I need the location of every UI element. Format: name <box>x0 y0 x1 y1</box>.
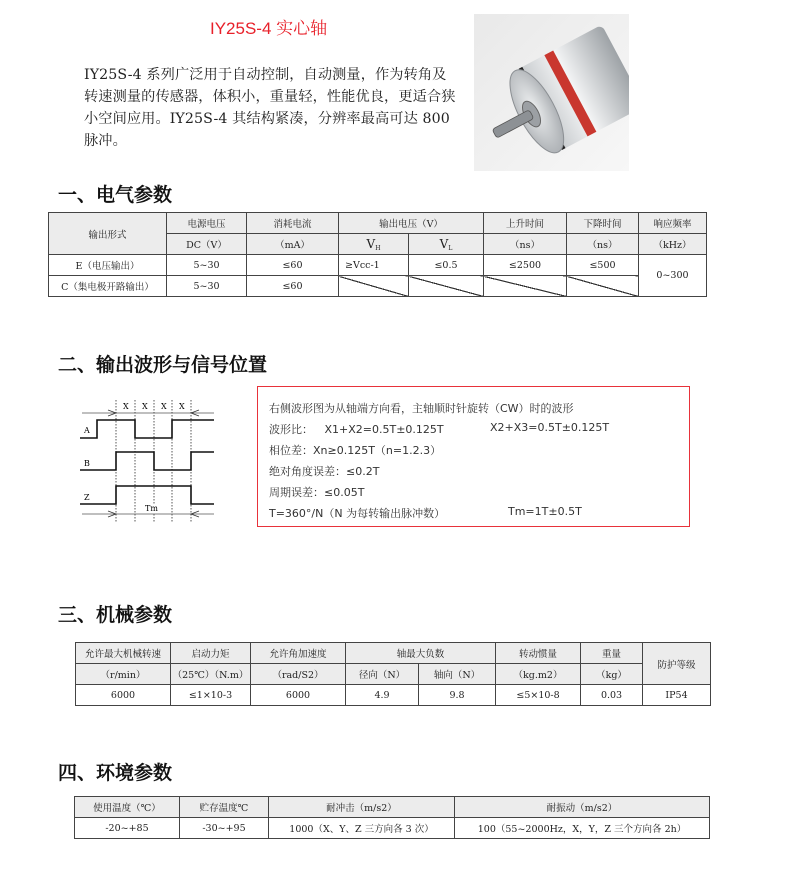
cell-type: C（集电极开路输出） <box>49 276 167 297</box>
header-output-type: 输出形式 <box>49 213 167 255</box>
vl-label: V <box>439 236 449 251</box>
cell-vl: ≤0.5 <box>409 255 484 276</box>
x-label-1: X <box>123 402 129 411</box>
cell-type: E（电压输出） <box>49 255 167 276</box>
cell-current: ≤60 <box>247 276 339 297</box>
cell-axial: 9.8 <box>419 685 496 706</box>
cell-vh: ≥Vcc-1 <box>339 255 409 276</box>
cell-freq: 0~300 <box>639 255 707 297</box>
header-weight-unit: （kg） <box>581 664 643 685</box>
header-rise-time: 上升时间 <box>484 213 567 234</box>
header-op-temp: 使用温度（℃） <box>75 797 180 818</box>
header-inertia: 转动惯量 <box>496 643 581 664</box>
section-heading-waveform: 二、输出波形与信号位置 <box>58 354 268 376</box>
tm-label: Tm <box>145 504 158 513</box>
cell-vibration: 100（55~2000Hz，X，Y，Z 三个方向各 2h） <box>455 818 710 839</box>
section-heading-mechanical: 三、机械参数 <box>58 604 173 626</box>
cell-accel: 6000 <box>251 685 346 706</box>
signal-label-a: A <box>84 426 90 435</box>
header-supply-voltage: 电源电压 <box>167 213 247 234</box>
environment-params-table <box>74 796 710 839</box>
cell-vl-na <box>409 276 484 297</box>
header-torque: 启动力矩 <box>171 643 251 664</box>
header-vibration: 耐振动（m/s2） <box>455 797 710 818</box>
header-weight: 重量 <box>581 643 643 664</box>
header-accel: 允许角加速度 <box>251 643 346 664</box>
header-axial: 轴向（N） <box>419 664 496 685</box>
cell-voltage: 5~30 <box>167 276 247 297</box>
note-period-error: 周期误差：≤0.05T <box>269 486 365 499</box>
header-torque-unit: （25℃）（N.m） <box>171 664 251 685</box>
cell-max-speed: 6000 <box>76 685 171 706</box>
cell-voltage: 5~30 <box>167 255 247 276</box>
header-fall-unit: （ns） <box>567 234 639 255</box>
cell-storage-temp: -30~+95 <box>180 818 269 839</box>
cell-current: ≤60 <box>247 255 339 276</box>
header-freq: 响应频率 <box>639 213 707 234</box>
waveform-diagram <box>78 396 218 522</box>
cell-inertia: ≤5×10-8 <box>496 685 581 706</box>
note-ratio-1: X1+X2=0.5T±0.125T <box>324 423 444 436</box>
header-supply-voltage-unit: DC（V） <box>167 234 247 255</box>
note-tm-definition: Tm=1T±0.5T <box>508 505 582 518</box>
header-protection: 防护等级 <box>643 643 711 685</box>
cell-fall-na <box>567 276 639 297</box>
header-load: 轴最大负数 <box>346 643 496 664</box>
header-vh <box>339 234 409 255</box>
header-rise-unit: （ns） <box>484 234 567 255</box>
header-fall-time: 下降时间 <box>567 213 639 234</box>
table-row <box>75 818 710 839</box>
note-ratio <box>269 421 444 437</box>
cell-weight: 0.03 <box>581 685 643 706</box>
header-current: 消耗电流 <box>247 213 339 234</box>
header-inertia-unit: （kg.m2） <box>496 664 581 685</box>
vh-label: V <box>366 236 376 251</box>
header-shock: 耐冲击（m/s2） <box>269 797 455 818</box>
cell-torque: ≤1×10-3 <box>171 685 251 706</box>
note-abs-error: 绝对角度误差：≤0.2T <box>269 465 380 478</box>
product-title: IY25S-4 实心轴 <box>210 19 328 38</box>
vl-subscript: L <box>448 244 453 252</box>
note-direction: 右侧波形图为从轴端方向看，主轴顺时针旋转（CW）时的波形 <box>269 402 574 415</box>
header-output-voltage: 输出电压（V） <box>339 213 484 234</box>
table-row <box>49 255 707 276</box>
electrical-params-table <box>48 212 707 297</box>
cell-vh-na <box>339 276 409 297</box>
header-storage-temp: 贮存温度℃ <box>180 797 269 818</box>
cell-protection: IP54 <box>643 685 711 706</box>
header-vl <box>409 234 484 255</box>
note-ratio-label: 波形比： <box>269 423 313 436</box>
signal-b-wave <box>80 452 214 470</box>
signal-label-z: Z <box>84 493 90 502</box>
mechanical-params-table <box>75 642 711 706</box>
header-radial: 径向（N） <box>346 664 419 685</box>
section-heading-electrical: 一、电气参数 <box>58 184 173 206</box>
x-label-2: X <box>142 402 148 411</box>
header-max-speed-unit: （r/min） <box>76 664 171 685</box>
product-photo <box>474 14 629 171</box>
header-freq-unit: （kHz） <box>639 234 707 255</box>
header-accel-unit: （rad/S2） <box>251 664 346 685</box>
waveform-svg <box>78 396 218 522</box>
signal-a-wave <box>80 420 214 438</box>
section-heading-environment: 四、环境参数 <box>58 762 173 784</box>
note-t-definition: T=360°/N（N 为每转输出脉冲数） <box>269 507 446 520</box>
x-label-3: X <box>161 402 167 411</box>
header-max-speed: 允许最大机械转速 <box>76 643 171 664</box>
vh-subscript: H <box>375 244 381 252</box>
header-current-unit: （mA） <box>247 234 339 255</box>
table-row <box>49 276 707 297</box>
note-phase: 相位差：Xn≥0.125T（n=1.2.3） <box>269 444 442 457</box>
cell-rise-na <box>484 276 567 297</box>
x-label-4: X <box>179 402 185 411</box>
cell-fall: ≤500 <box>567 255 639 276</box>
waveform-notes-box <box>257 386 690 527</box>
cell-radial: 4.9 <box>346 685 419 706</box>
signal-label-b: B <box>84 459 90 468</box>
note-ratio-2: X2+X3=0.5T±0.125T <box>490 421 610 434</box>
cell-op-temp: -20~+85 <box>75 818 180 839</box>
encoder-image-icon <box>474 14 629 171</box>
product-description: IY25S-4 系列广泛用于自动控制，自动测量，作为转角及转速测量的传感器，体积小，重量轻，性能优良，更适合狭小空间应用。IY25S-4 其结构紧凑，分辨率最高可达 800 脉冲。 <box>84 67 456 149</box>
cell-shock: 1000（X、Y、Z 三方向各 3 次） <box>269 818 455 839</box>
signal-z-wave <box>80 486 214 504</box>
table-row <box>76 685 711 706</box>
cell-rise: ≤2500 <box>484 255 567 276</box>
